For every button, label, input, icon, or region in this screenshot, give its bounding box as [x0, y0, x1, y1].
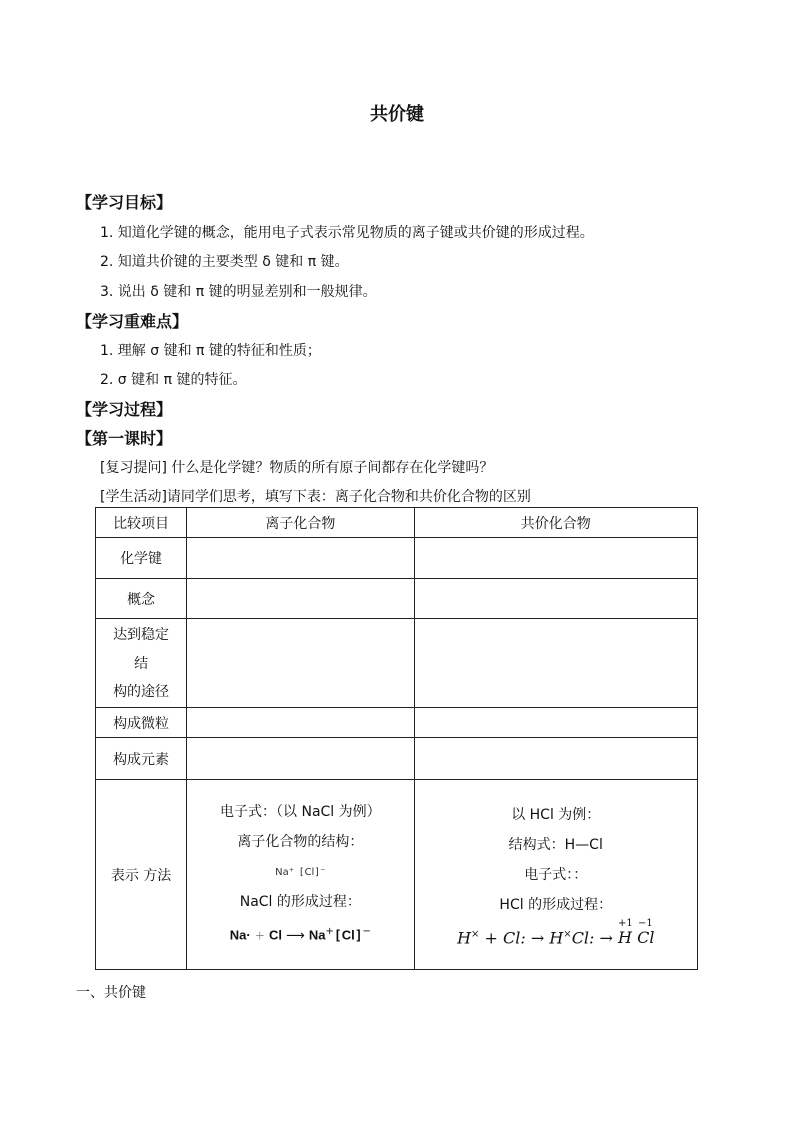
- arrow-icon-1: →: [530, 928, 545, 948]
- header-ionic: 离子化合物: [187, 508, 414, 538]
- dot-2: :: [589, 928, 595, 948]
- hcl-e-formula-label: 电子式：：: [524, 866, 588, 883]
- arrow-icon: ⟶: [286, 928, 305, 944]
- row-label-concept: 概念: [96, 579, 187, 619]
- table-row: [96, 538, 698, 579]
- ionic-concept-cell[interactable]: [187, 579, 414, 619]
- cl-symbol: Cl: [268, 927, 282, 943]
- right-bracket: ]: [314, 866, 321, 878]
- goal-item-3: 3. 说出 δ 键和 π 键的明显差别和一般规律。: [100, 284, 377, 300]
- covalent-method-cell: [414, 780, 697, 970]
- plus-sign-2: +: [484, 928, 498, 948]
- oxidation-group: [618, 918, 655, 953]
- nacl-formation-equation: [187, 917, 413, 952]
- covalent-concept-cell[interactable]: [414, 579, 697, 619]
- na-small-symbol: Na: [275, 866, 289, 878]
- ionic-structure-label: 离子化合物的结构：: [237, 833, 364, 850]
- plus-charge: ⁺: [288, 866, 294, 878]
- table-row: [96, 619, 698, 708]
- hcl-formation-label: HCl 的形成过程：: [499, 896, 613, 913]
- header-covalent: 共价化合物: [414, 508, 697, 538]
- goal-item-2: 2. 知道共价键的主要类型 δ 键和 π 键。: [100, 254, 349, 270]
- ox-state-cl: −1: [638, 918, 653, 930]
- key-point-1: 1. 理解 σ 键和 π 键的特征和性质；: [100, 343, 321, 359]
- cl-symbol-2: Cl: [571, 928, 590, 948]
- dot-1: :: [520, 928, 526, 948]
- cl-ion-charge: −: [362, 925, 371, 937]
- lesson-heading: 【第一课时】: [76, 429, 173, 448]
- ionic-bond-cell[interactable]: [187, 538, 414, 579]
- stable-label-line-3: 构的途径: [113, 684, 170, 700]
- na-symbol: Na: [229, 927, 247, 943]
- ionic-method-cell: [187, 780, 414, 970]
- review-question: [复习提问] 什么是化学键？物质的所有原子间都存在化学键吗？: [100, 460, 494, 476]
- row-label-method: 表示 方法: [96, 780, 187, 970]
- electron-dot: ·: [246, 927, 251, 943]
- cl-ion-symbol: Cl: [341, 927, 355, 943]
- comparison-table: [95, 507, 698, 970]
- row-label-stable: [96, 619, 187, 708]
- row-label-particles: 构成微粒: [96, 708, 187, 738]
- row-label-bond: 化学键: [96, 538, 187, 579]
- header-compare-item: 比较项目: [96, 508, 187, 538]
- hcl-formation-equation: [415, 920, 697, 953]
- cl-ion-bracket-right: ]: [354, 928, 363, 944]
- na-ion-symbol: Na: [308, 927, 326, 943]
- na-ion-charge: +: [325, 925, 334, 937]
- electron-cross-2: ×: [563, 928, 572, 940]
- ox-state-h: +1: [618, 918, 633, 930]
- cl-symbol-1: Cl: [503, 928, 521, 948]
- h-symbol-3: H: [618, 928, 632, 948]
- plus-sign: ＋: [254, 931, 265, 943]
- table-row: [96, 738, 698, 780]
- goal-item-1: 1. 知道化学键的概念，能用电子式表示常见物质的离子键或共价键的形成过程。: [100, 225, 594, 241]
- row-label-elements: 构成元素: [96, 738, 187, 780]
- left-bracket: [: [298, 866, 305, 878]
- ionic-particles-cell[interactable]: [187, 708, 414, 738]
- process-heading: 【学习过程】: [76, 400, 173, 419]
- student-activity: [学生活动]请同学们思考，填写下表：离子化合物和共价化合物的区别: [100, 489, 531, 505]
- ionic-e-formula-label: 电子式：（以 NaCl 为例）: [220, 803, 381, 820]
- ionic-stable-cell[interactable]: [187, 619, 414, 708]
- cl-small-symbol: Cl: [304, 866, 315, 878]
- covalent-stable-cell[interactable]: [414, 619, 697, 708]
- ionic-elements-cell[interactable]: [187, 738, 414, 780]
- hcl-example-label: 以 HCl 为例：: [511, 806, 601, 823]
- table-header-row: [96, 508, 698, 538]
- h-symbol-1: H: [457, 928, 472, 948]
- goals-heading: 【学习目标】: [76, 193, 173, 212]
- covalent-particles-cell[interactable]: [414, 708, 697, 738]
- table-row: [96, 780, 698, 970]
- table-row: [96, 708, 698, 738]
- arrow-icon-2: →: [599, 928, 613, 948]
- stable-label-line-1: 达到稳定: [113, 627, 170, 643]
- cl-symbol-3: Cl: [637, 928, 655, 948]
- h-symbol-2: H: [549, 928, 564, 948]
- nacl-formation-label: NaCl 的形成过程：: [239, 893, 361, 910]
- electron-cross: ×: [471, 928, 480, 940]
- covalent-elements-cell[interactable]: [414, 738, 697, 780]
- covalent-bond-cell[interactable]: [414, 538, 697, 579]
- page-title: 共价键: [370, 104, 424, 125]
- section-heading-covalent: 一、共价键: [76, 985, 146, 1001]
- key-point-2: 2. σ 键和 π 键的特征。: [100, 372, 247, 388]
- stable-label-line-2: 结: [134, 656, 149, 672]
- nacl-electron-structure: [187, 857, 413, 887]
- key-points-heading: 【学习重难点】: [76, 312, 189, 331]
- minus-charge: ⁻: [320, 866, 326, 878]
- hcl-structural-formula: 结构式：H—Cl: [508, 836, 603, 853]
- table-row: [96, 579, 698, 619]
- cl-ion-bracket-left: [: [333, 928, 342, 944]
